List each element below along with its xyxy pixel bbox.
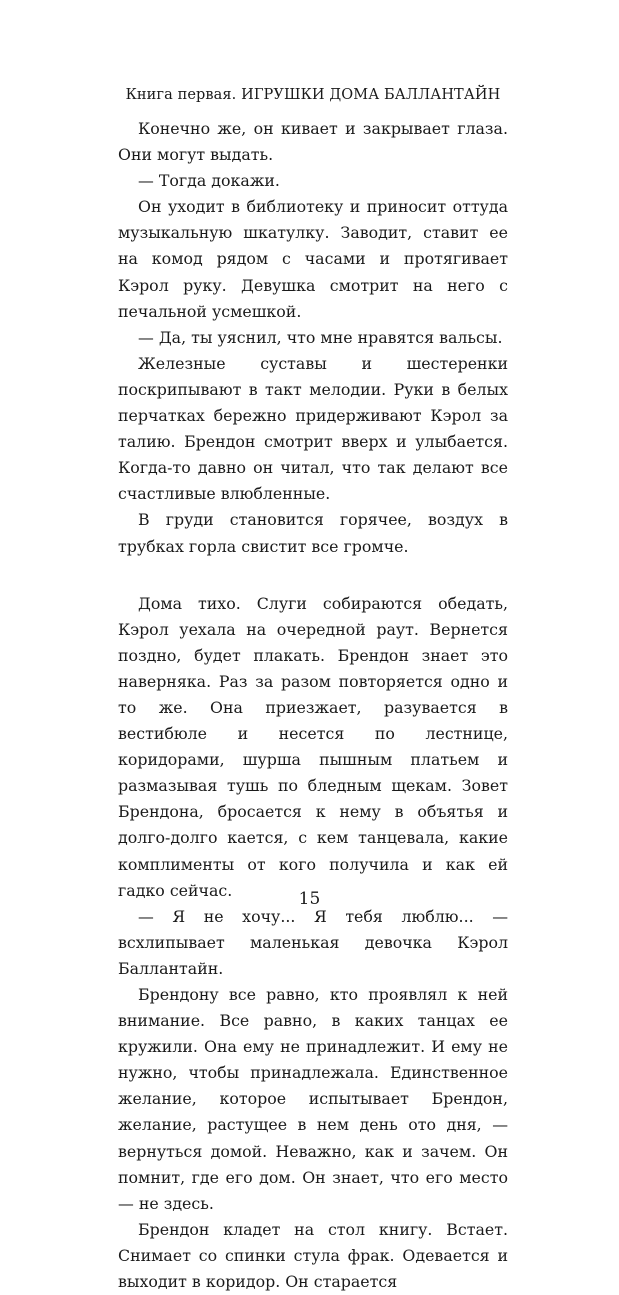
page-text-block: [118, 84, 508, 1295]
paragraph: — Тогда докажи.: [138, 171, 280, 191]
paragraph: Железные суставы и шестеренки поскрипывают в такт мелодии. Руки в белых перчатках бережно придерживают Кэрол за талию. Брендон смотрит вверх и улыбается. Когда-то давно он читал, что так делают все счастливые влюбленные.: [118, 353, 508, 504]
paragraph: — Да, ты уяснил, что мне нравятся вальсы.: [138, 327, 503, 347]
paragraph: Брендону все равно, кто проявлял к ней внимание. Все равно, в каких танцах ее кружили. Она ему не принадлежит. И ему не нужно, чтобы принадлежала. Единственное желание, которое испытывает Брендон, желание, растущее в нем день ото дня, — вернуться домой. Неважно, как и зачем. Он помнит, где его дом. Он знает, что его место — не здесь.: [118, 985, 508, 1213]
section-break: [118, 560, 508, 591]
paragraph: Брендон кладет на стол книгу. Встает. Снимает со спинки стула фрак. Одевается и выходит в коридор. Он старается: [118, 1219, 508, 1292]
section-2: [118, 591, 508, 1295]
running-head: Книга первая. ИГРУШКИ ДОМА БАЛЛАНТАЙН: [125, 87, 501, 103]
paragraph: В груди становится горячее, воздух в трубках горла свистит все громче.: [118, 510, 508, 556]
paragraph: Дома тихо. Слуги собираются обедать, Кэрол уехала на очередной раут. Вернется поздно, будет плакать. Брендон знает это наверняка. Раз за разом повторяется одно и то же. Она приезжает, разувается в вестибюле и несется по лестнице, коридорами, шурша пышным платьем и размазывая тушь по бледным щекам. Зовет Брендона, бросается к нему в объятья и долго-долго кается, с кем танцевала, какие комплименты от кого получила и как ей гадко сейчас.: [118, 593, 508, 900]
section-1: [118, 116, 508, 560]
paragraph: — Я не хочу... Я тебя люблю... — всхлипывает маленькая девочка Кэрол Баллантайн.: [118, 906, 508, 978]
paragraph: Конечно же, он кивает и закрывает глаза. Они могут выдать.: [118, 119, 508, 165]
paragraph: Он уходит в библиотеку и приносит оттуда музыкальную шкатулку. Заводит, ставит ее на комод рядом с часами и протягивает Кэрол руку. Девушка смотрит на него с печальной усмешкой.: [118, 197, 508, 321]
page-number: 15: [298, 889, 321, 909]
